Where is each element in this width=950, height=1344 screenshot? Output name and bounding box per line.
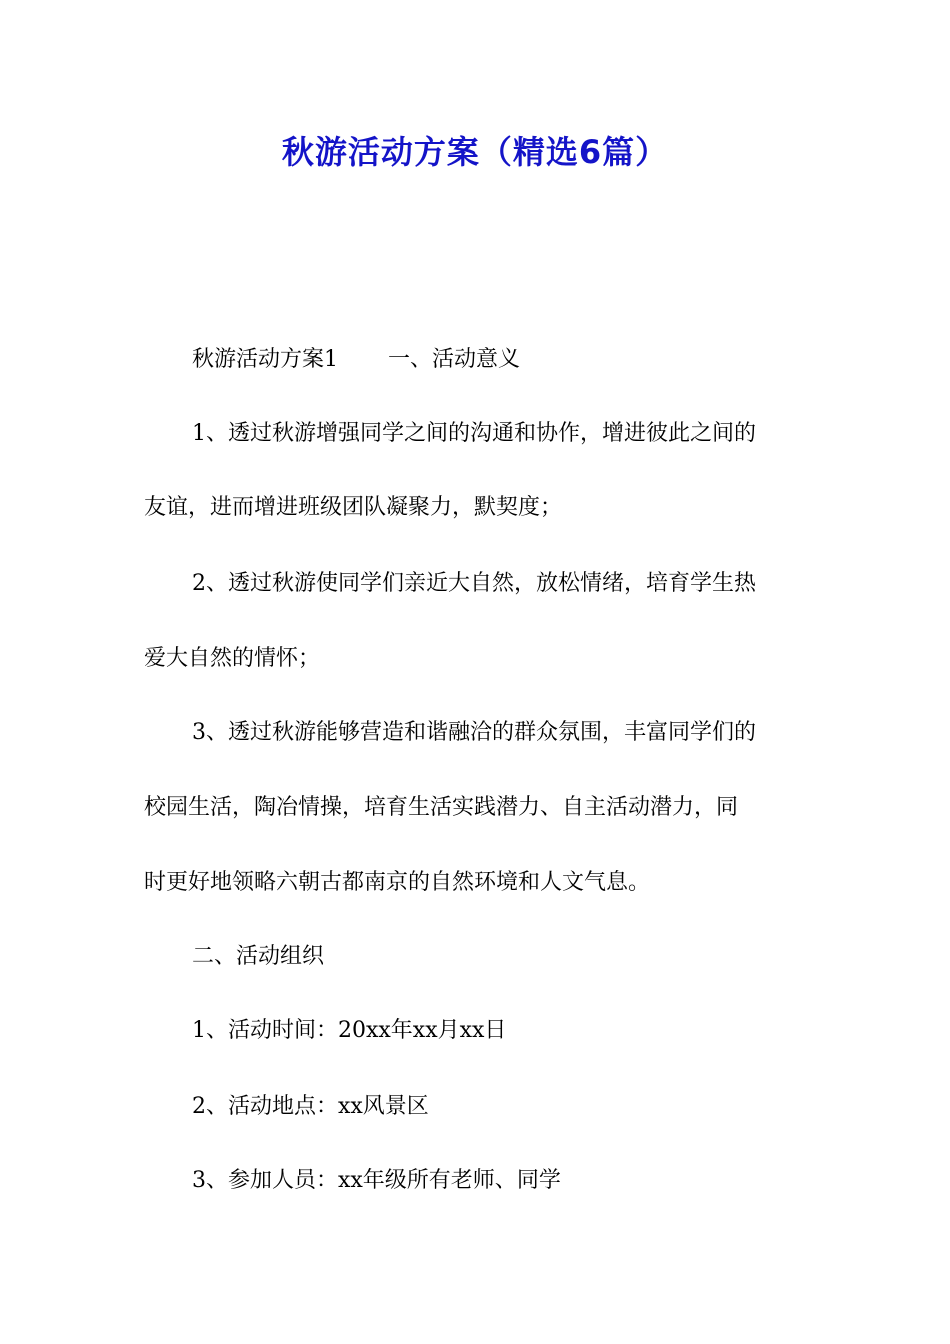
list-item: 2、活动地点：xx风景区 bbox=[192, 1094, 429, 1119]
paragraph-line: 2、透过秋游使同学们亲近大自然，放松情绪，培育学生热 bbox=[192, 571, 756, 596]
list-item: 1、活动时间：20xx年xx月xx日 bbox=[192, 1018, 507, 1043]
paragraph-line: 1、透过秋游增强同学之间的沟通和协作，增进彼此之间的 bbox=[192, 421, 756, 446]
paragraph-line: 爱大自然的情怀； bbox=[144, 646, 321, 671]
list-item: 3、参加人员：xx年级所有老师、同学 bbox=[192, 1168, 561, 1193]
section-heading: 秋游活动方案1 bbox=[192, 347, 338, 372]
paragraph-line: 时更好地领略六朝古都南京的自然环境和人文气息。 bbox=[144, 870, 651, 895]
subsection-heading: 二、活动组织 bbox=[192, 944, 325, 969]
paragraph-line bbox=[192, 342, 810, 378]
paragraph-line: 3、透过秋游能够营造和谐融洽的群众氛围，丰富同学们的 bbox=[192, 720, 756, 745]
paragraph-line: 友谊，进而增进班级团队凝聚力，默契度； bbox=[144, 495, 563, 520]
document-title: 秋游活动方案（精选6篇） bbox=[281, 133, 669, 171]
subsection-heading: 一、活动意义 bbox=[388, 347, 521, 372]
paragraph-line: 校园生活，陶冶情操，培育生活实践潜力、自主活动潜力，同 bbox=[144, 795, 739, 820]
